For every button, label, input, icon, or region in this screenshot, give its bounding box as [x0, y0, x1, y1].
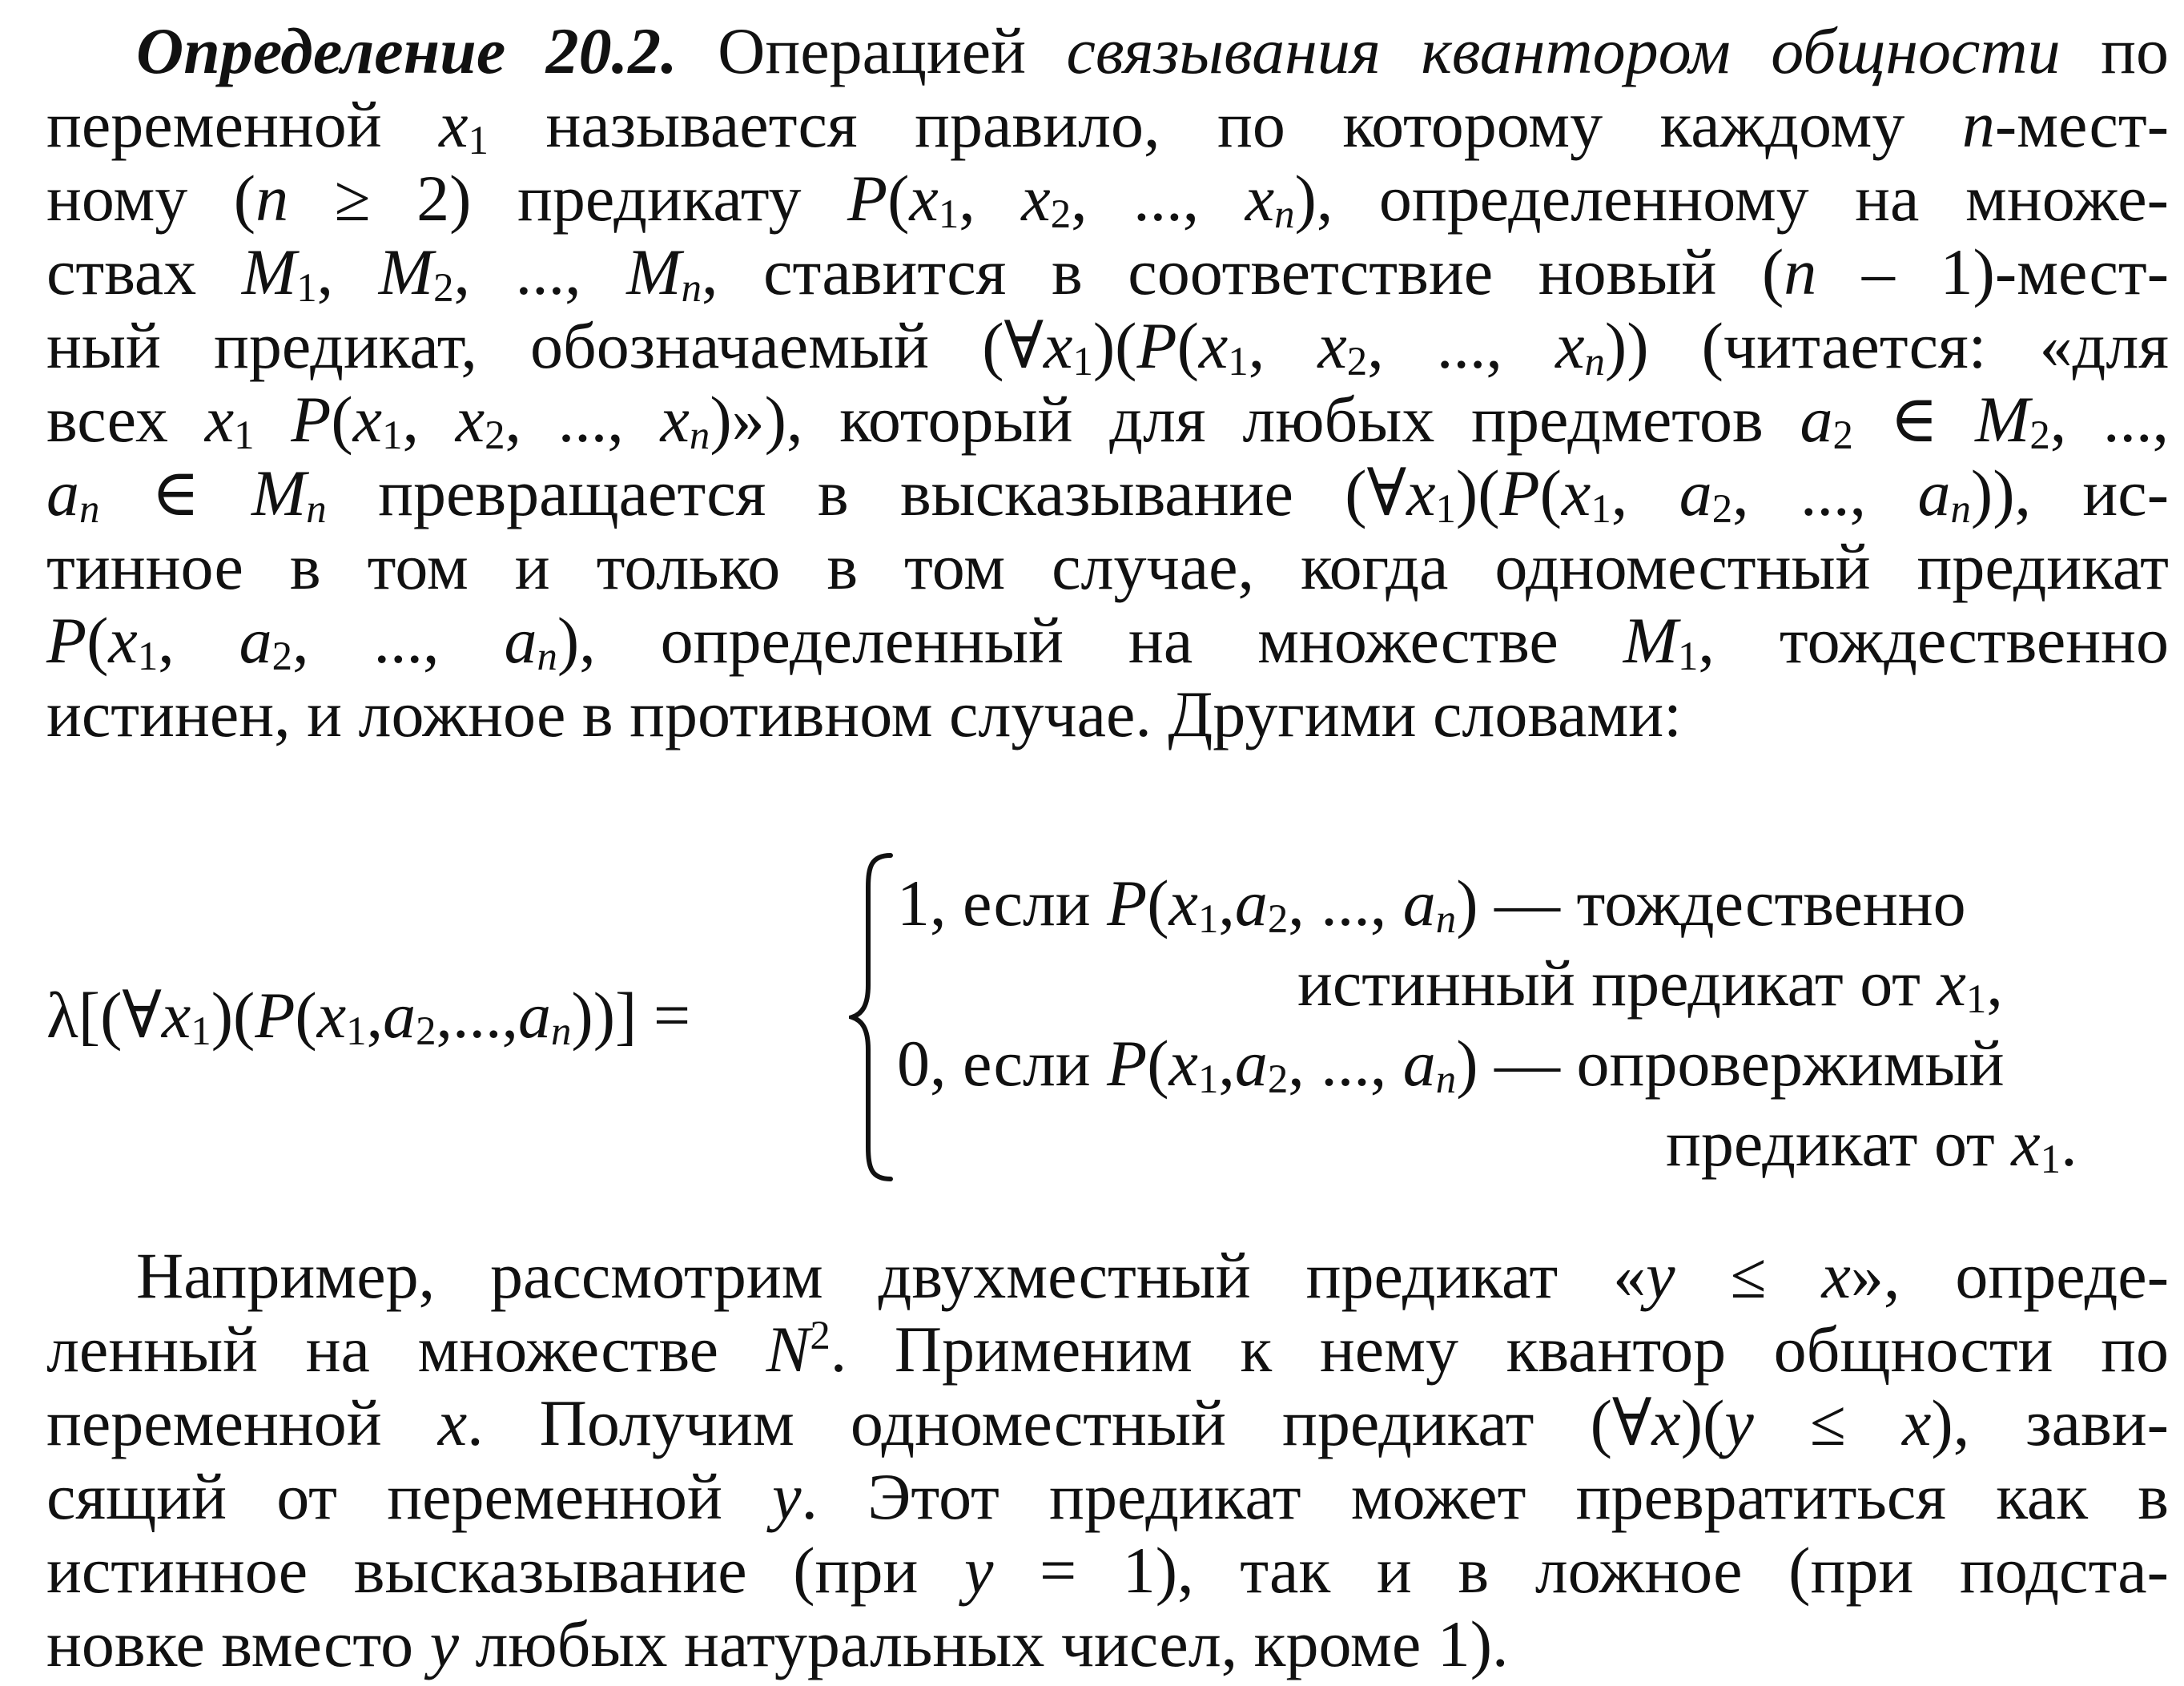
text-run: x — [437, 1386, 468, 1459]
definition-line — [46, 676, 2169, 753]
text-run: 2 — [1267, 896, 1289, 942]
text-run: , — [158, 604, 239, 677]
text-run: M — [241, 235, 297, 308]
text-run: , — [1248, 309, 1318, 382]
text-run: , — [402, 383, 456, 456]
example-line — [136, 1237, 2169, 1314]
text-run: x — [1555, 309, 1585, 382]
text-run: ( — [1539, 457, 1562, 529]
text-run: ( — [1147, 867, 1169, 940]
text-run: 1 — [2040, 1137, 2061, 1182]
text-run: x — [1651, 1386, 1681, 1459]
text-run: )( — [1455, 457, 1500, 529]
text-run: a — [1234, 1027, 1268, 1100]
text-run: предикат от — [1666, 1107, 2012, 1180]
text-run: a — [1679, 457, 1712, 529]
example-line — [46, 1532, 2169, 1609]
text-run: n — [1274, 191, 1295, 237]
text-run: )( — [211, 979, 255, 1052]
text-run: a — [1402, 1027, 1436, 1100]
text-run: ), определенный на множестве — [557, 604, 1623, 677]
text-run: M — [378, 235, 434, 308]
text-run: всех — [46, 383, 205, 456]
text-run: 2 — [1050, 191, 1072, 237]
formula-case-true — [897, 865, 1966, 942]
text-run: )) (читается: «для — [1604, 309, 2169, 382]
text-run: ), определенному на множе- — [1294, 162, 2169, 235]
text-run: x — [1245, 162, 1275, 235]
text-run: x — [909, 162, 939, 235]
definition-line — [46, 308, 2169, 384]
text-run: , ставится в соответствие новый ( — [702, 235, 1784, 308]
text-run: тинное в том и только в том случае, когда одноместный предикат — [46, 530, 2169, 603]
text-run: по — [2060, 14, 2169, 87]
text-run: Операцией — [677, 14, 1067, 87]
text-run: ))] = — [571, 979, 691, 1052]
text-run: x — [1561, 457, 1591, 529]
text-run: любых натуральных чисел, кроме 1). — [459, 1608, 1509, 1680]
text-run: ∈ — [99, 457, 251, 529]
text-run: x — [352, 383, 383, 456]
text-run: a — [239, 604, 272, 677]
text-run: новке вместо — [46, 1608, 430, 1680]
text-run: переменной — [46, 88, 440, 161]
text-run: , — [959, 162, 1022, 235]
text-run: P — [1107, 1027, 1148, 1100]
example-line — [46, 1385, 2169, 1462]
text-run: x — [108, 604, 138, 677]
text-run: истинный предикат от — [1297, 947, 1937, 1020]
text-run: ,..., — [436, 979, 518, 1052]
text-run: x — [455, 383, 485, 456]
text-run — [255, 383, 292, 456]
formula-lhs — [46, 977, 690, 1054]
definition-line — [46, 87, 2169, 163]
text-run: , ..., — [292, 604, 505, 677]
example-line — [46, 1311, 2169, 1388]
lambda-formula — [0, 849, 2184, 1185]
text-run: n — [537, 634, 557, 679]
text-run: 2 — [271, 634, 293, 679]
text-run: , — [366, 979, 384, 1052]
text-run: , — [1218, 1027, 1235, 1100]
definition-label: Определение 20.2. — [136, 14, 678, 87]
text-run: x — [1168, 1027, 1198, 1100]
text-run: x — [316, 979, 347, 1052]
definition-line — [46, 234, 2169, 311]
text-run: ( — [1147, 1027, 1169, 1100]
text-run: ( — [887, 162, 910, 235]
text-run: , — [1986, 947, 2003, 1020]
text-run: 1 — [382, 412, 403, 458]
text-run: , ..., — [2049, 383, 2170, 456]
text-run: , — [1218, 867, 1235, 940]
text-run: n — [306, 486, 327, 532]
text-run: 1 — [1965, 976, 1987, 1022]
text-run: . — [2061, 1107, 2077, 1180]
text-run: y — [963, 1534, 994, 1607]
text-run: λ[(∀ — [46, 979, 162, 1052]
text-run: ный предикат, обозначаемый (∀ — [46, 309, 1044, 382]
text-run: , — [1611, 457, 1679, 529]
text-run: n — [1435, 1056, 1457, 1102]
text-run: 1 — [234, 412, 255, 458]
definition-line — [46, 455, 2169, 532]
text-run: n — [1435, 896, 1457, 942]
text-run: )( — [1680, 1386, 1725, 1459]
text-run: 2 — [2029, 412, 2050, 458]
text-run: P — [1499, 457, 1540, 529]
text-run: n — [255, 162, 289, 235]
text-run: 2 — [1267, 1056, 1289, 1102]
text-run: называется правило, по которому каждому — [488, 88, 1962, 161]
text-run: ствах — [46, 235, 242, 308]
text-run: a — [1402, 867, 1436, 940]
text-run: a — [517, 979, 551, 1052]
text-run: – 1)-мест- — [1816, 235, 2170, 308]
text-run: , ..., — [1732, 457, 1918, 529]
text-run: n — [550, 1008, 572, 1054]
text-run: ( — [295, 979, 317, 1052]
formula-case-false — [897, 1025, 2004, 1102]
text-run: 2 — [485, 412, 505, 458]
text-run: N — [766, 1313, 810, 1386]
example-line — [46, 1606, 2169, 1683]
text-run: истинное высказывание (при — [46, 1534, 964, 1607]
text-run: 1 — [1228, 339, 1249, 384]
definition-line — [46, 381, 2169, 458]
text-run: n — [1950, 486, 1971, 532]
text-run: P — [1107, 867, 1148, 940]
text-run: P — [255, 979, 296, 1052]
text-run: ≥ 2) предикату — [288, 162, 847, 235]
text-run: », опреде- — [1850, 1239, 2169, 1312]
text-run: , ..., — [1071, 162, 1245, 235]
text-run: ) — опровержимый — [1456, 1027, 2005, 1100]
text-run: a — [1800, 383, 1833, 456]
text-run: x — [1044, 309, 1073, 382]
text-run: 1 — [1072, 339, 1093, 384]
formula-case-false-continuation — [1666, 1105, 2077, 1182]
text-run: 1 — [296, 265, 317, 311]
text-run: ному ( — [46, 162, 256, 235]
text-run: a — [46, 457, 79, 529]
left-brace-icon — [849, 849, 897, 1185]
text-run: . Получим одноместный предикат (∀ — [467, 1386, 1652, 1459]
text-run: ) — тождественно — [1456, 867, 1966, 940]
text-run: a — [383, 979, 416, 1052]
text-run: 1 — [938, 191, 959, 237]
text-run: 1 — [137, 634, 159, 679]
text-run: x — [1317, 309, 1347, 382]
text-run: ≤ — [1753, 1386, 1902, 1459]
text-run: ( — [331, 383, 353, 456]
text-run: 1 — [191, 1008, 211, 1054]
text-run: n — [1584, 339, 1605, 384]
text-run: x — [1821, 1239, 1851, 1312]
definition-line — [46, 529, 2169, 606]
text-run: , ..., — [505, 383, 661, 456]
text-run: ∈ — [1852, 383, 1976, 456]
text-run: n — [79, 486, 100, 532]
text-run: , ..., — [1288, 867, 1403, 940]
text-run: M — [626, 235, 682, 308]
text-run: y — [1724, 1386, 1754, 1459]
text-run: превращается в высказывание (∀ — [326, 457, 1407, 529]
text-run: n — [1784, 235, 1817, 308]
text-run: x — [2011, 1107, 2041, 1180]
text-run: 1 — [1197, 896, 1219, 942]
text-run: ( — [86, 604, 109, 677]
text-run: a — [1917, 457, 1951, 529]
definition-line — [136, 13, 2169, 90]
text-run: x — [161, 979, 191, 1052]
text-run: n — [681, 265, 702, 311]
text-run: 2 — [1832, 412, 1853, 458]
text-run: , ..., — [453, 235, 627, 308]
definition-line — [46, 602, 2169, 679]
text-run: 1 — [1435, 486, 1456, 532]
text-run: переменной — [46, 1386, 438, 1459]
definition-line — [46, 160, 2169, 237]
text-run: x — [1198, 309, 1229, 382]
text-run: P — [847, 162, 888, 235]
text-run: M — [1975, 383, 2030, 456]
text-run: x — [439, 88, 469, 161]
text-run: P — [1136, 309, 1177, 382]
text-run: 0, если — [897, 1027, 1108, 1100]
text-run: . Применим к нему квантор общности по — [830, 1313, 2169, 1386]
text-run: P — [46, 604, 87, 677]
text-run: истинен, и ложное в противном случае. Другими словами: — [46, 678, 1682, 750]
text-run: 1 — [1197, 1056, 1219, 1102]
text-run: -мест- — [1994, 88, 2169, 161]
text-run: ≤ — [1675, 1239, 1822, 1312]
text-run: 1, если — [897, 867, 1108, 940]
text-run: 2 — [433, 265, 454, 311]
text-run: 1 — [346, 1008, 367, 1054]
example-line — [46, 1459, 2169, 1535]
text-run: M — [1623, 604, 1678, 677]
text-run: , тождественно — [1698, 604, 2170, 677]
text-run: 1 — [468, 118, 489, 163]
text-run: ), зави- — [1931, 1386, 2169, 1459]
text-run: y — [772, 1460, 802, 1533]
text-run: , ..., — [1367, 309, 1556, 382]
text-run: , — [316, 235, 379, 308]
text-run: a — [504, 604, 537, 677]
text-run: 2 — [810, 1313, 831, 1358]
text-run: 2 — [416, 1008, 436, 1054]
text-run: y — [1646, 1239, 1675, 1312]
text-run: ленный на множестве — [46, 1313, 766, 1386]
text-run: , ..., — [1288, 1027, 1403, 1100]
text-run: x — [1902, 1386, 1932, 1459]
text-run: связывания квантором общности — [1066, 14, 2061, 87]
text-run: 2 — [1711, 486, 1733, 532]
text-run: )»), который для любых предметов — [710, 383, 1800, 456]
text-run: 2 — [1346, 339, 1368, 384]
text-run: . Этот предикат может превратиться как в — [801, 1460, 2169, 1533]
text-run: a — [1234, 867, 1268, 940]
text-run: x — [660, 383, 690, 456]
text-run: )), ис- — [1970, 457, 2170, 529]
text-run: x — [1937, 947, 1966, 1020]
text-run: n — [1961, 88, 1995, 161]
text-run: )( — [1092, 309, 1137, 382]
text-run: y — [429, 1608, 459, 1680]
text-run: x — [1168, 867, 1198, 940]
text-run: Например, рассмотрим двухместный предикат « — [136, 1239, 1647, 1312]
text-run: 1 — [1678, 634, 1699, 679]
text-run: x — [1406, 457, 1436, 529]
text-run: ( — [1176, 309, 1199, 382]
text-run: 1 — [1591, 486, 1611, 532]
text-run: = 1), так и в ложное (при подста- — [993, 1534, 2169, 1607]
text-run: сящий от переменной — [46, 1460, 773, 1533]
text-run: P — [291, 383, 332, 456]
formula-case-true-continuation — [1297, 945, 2003, 1022]
text-run: x — [204, 383, 235, 456]
text-run: M — [251, 457, 307, 529]
text-run: n — [689, 412, 710, 458]
text-run: x — [1021, 162, 1051, 235]
